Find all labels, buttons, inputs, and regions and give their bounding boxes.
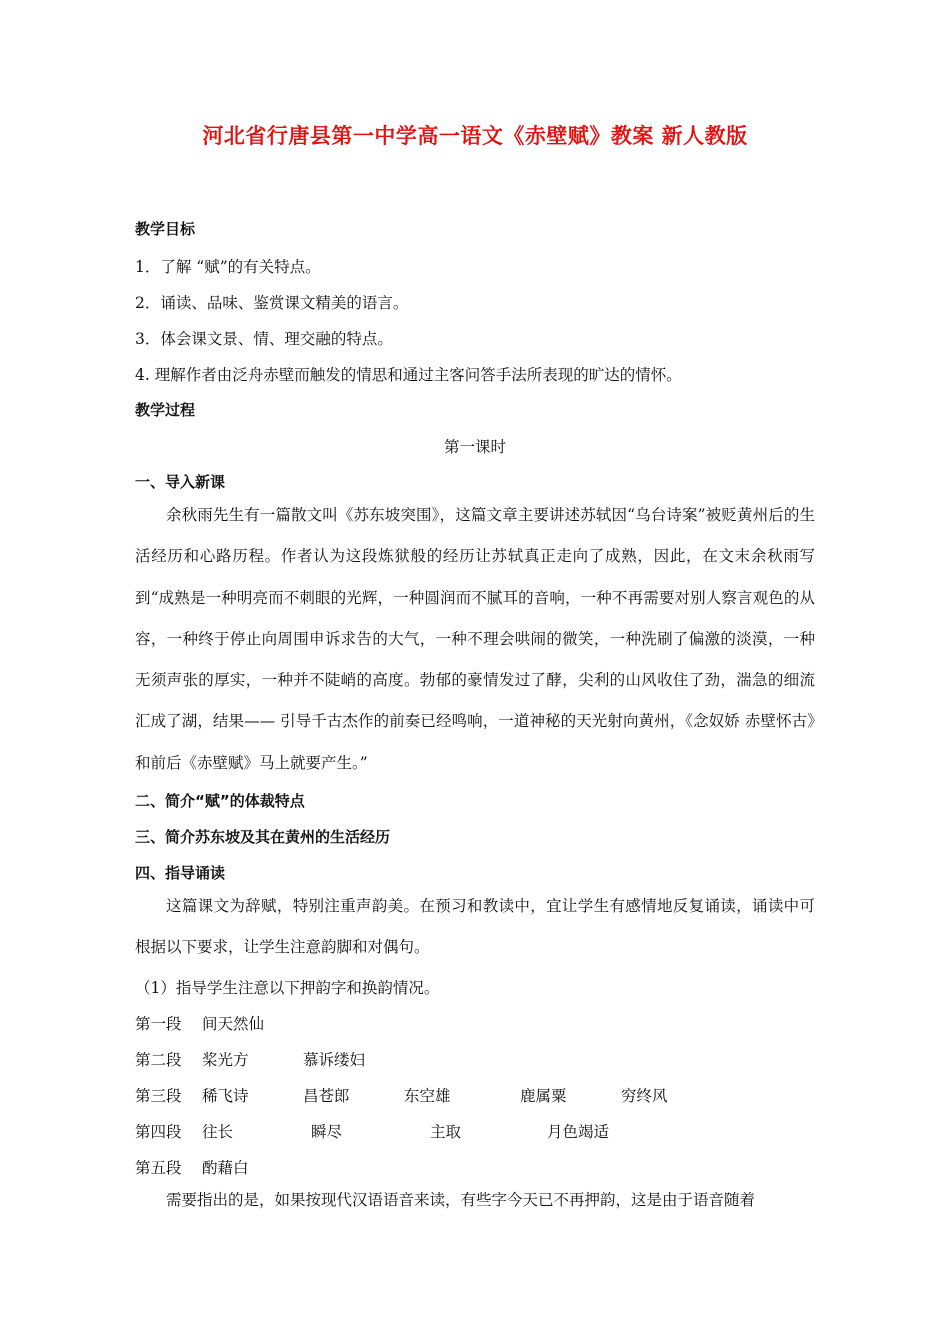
rhyme-group: 稀飞诗: [202, 1087, 249, 1105]
rhyme-group: 桨光方: [202, 1051, 249, 1069]
section-heading: 三、简介苏东坡及其在黄州的生活经历: [135, 828, 391, 846]
rhyme-group: 主取: [430, 1123, 462, 1141]
section-heading: 四、指导诵读: [135, 864, 226, 882]
document-title: 河北省行唐县第一中学高一语文《赤壁赋》教案 新人教版: [202, 124, 748, 148]
reading-paragraph: [135, 886, 815, 969]
rhyme-group: 月色竭适: [547, 1123, 610, 1141]
rhyme-instruction: （1）指导学生注意以下押韵字和换韵情况。: [135, 979, 440, 997]
objective-item: 2．诵读、品味、鉴赏课文精美的语言。: [135, 294, 409, 312]
intro-paragraph: [135, 495, 815, 784]
rhyme-group: 鹿属粟: [520, 1087, 567, 1105]
rhyme-group: 酌藉白: [202, 1159, 249, 1177]
rhyme-group: 间天然仙: [202, 1015, 265, 1033]
rhyme-row-label: 第一段: [135, 1015, 182, 1033]
objective-item: 3．体会课文景、情、理交融的特点。: [135, 330, 393, 348]
objective-item: 1．了解 “赋”的有关特点。: [135, 258, 321, 276]
lesson-label: 第一课时: [443, 438, 506, 456]
rhyme-row-label: 第五段: [135, 1159, 182, 1177]
rhyme-row-label: 第四段: [135, 1123, 182, 1141]
rhyme-group: 穷终风: [621, 1087, 668, 1105]
rhyme-row-label: 第三段: [135, 1087, 182, 1105]
objectives-heading: 教学目标: [135, 220, 196, 238]
rhyme-group: 往长: [202, 1123, 234, 1141]
objective-item: 4. 理解作者由泛舟赤壁而触发的情思和通过主客问答手法所表现的旷达的情怀。: [135, 366, 682, 384]
intro-text: 余秋雨先生有一篇散文叫《苏东坡突围》，这篇文章主要讲述苏轼因“乌台诗案”被贬黄州后的生活经历和心路历程。作者认为这段炼狱般的经历让苏轼真正走向了成熟，因此，在文末余秋雨写到“成熟是一种明亮而不刺眼的光辉，一种圆润而不腻耳的音响，一种不再需要对别人察言观色的从容，一种终于停止向周围申诉求告的大气，一种不理会哄闹的微笑，一种洗刷了偏激的淡漠，一种无须声张的厚实，一种并不陡峭的高度。勃郁的豪情发过了酵，尖利的山风收住了劲，湍急的细流汇成了湖，结果—— 引导千古杰作的前奏已经鸣响，一道神秘的天光射向黄州，《念奴娇 赤壁怀古》和前后《赤壁赋》马上就要产生。”: [135, 506, 815, 772]
process-heading: 教学过程: [135, 401, 196, 419]
rhyme-group: 东空雄: [404, 1087, 451, 1105]
note-text: 需要指出的是，如果按现代汉语语音来读，有些字今天已不再押韵，这是由于语音随着: [166, 1191, 756, 1209]
reading-text: 这篇课文为辞赋，特别注重声韵美。在预习和教读中，宜让学生有感情地反复诵读，诵读中可根据以下要求，让学生注意韵脚和对偶句。: [135, 897, 815, 957]
rhyme-row-label: 第二段: [135, 1051, 182, 1069]
rhyme-group: 慕诉缕妇: [303, 1051, 366, 1069]
rhyme-group: 瞬尽: [311, 1123, 343, 1141]
note-paragraph: [135, 1180, 815, 1221]
section-heading: 一、导入新课: [135, 473, 226, 491]
section-heading: 二、简介“赋”的体裁特点: [135, 792, 305, 810]
rhyme-group: 昌苍郎: [303, 1087, 350, 1105]
